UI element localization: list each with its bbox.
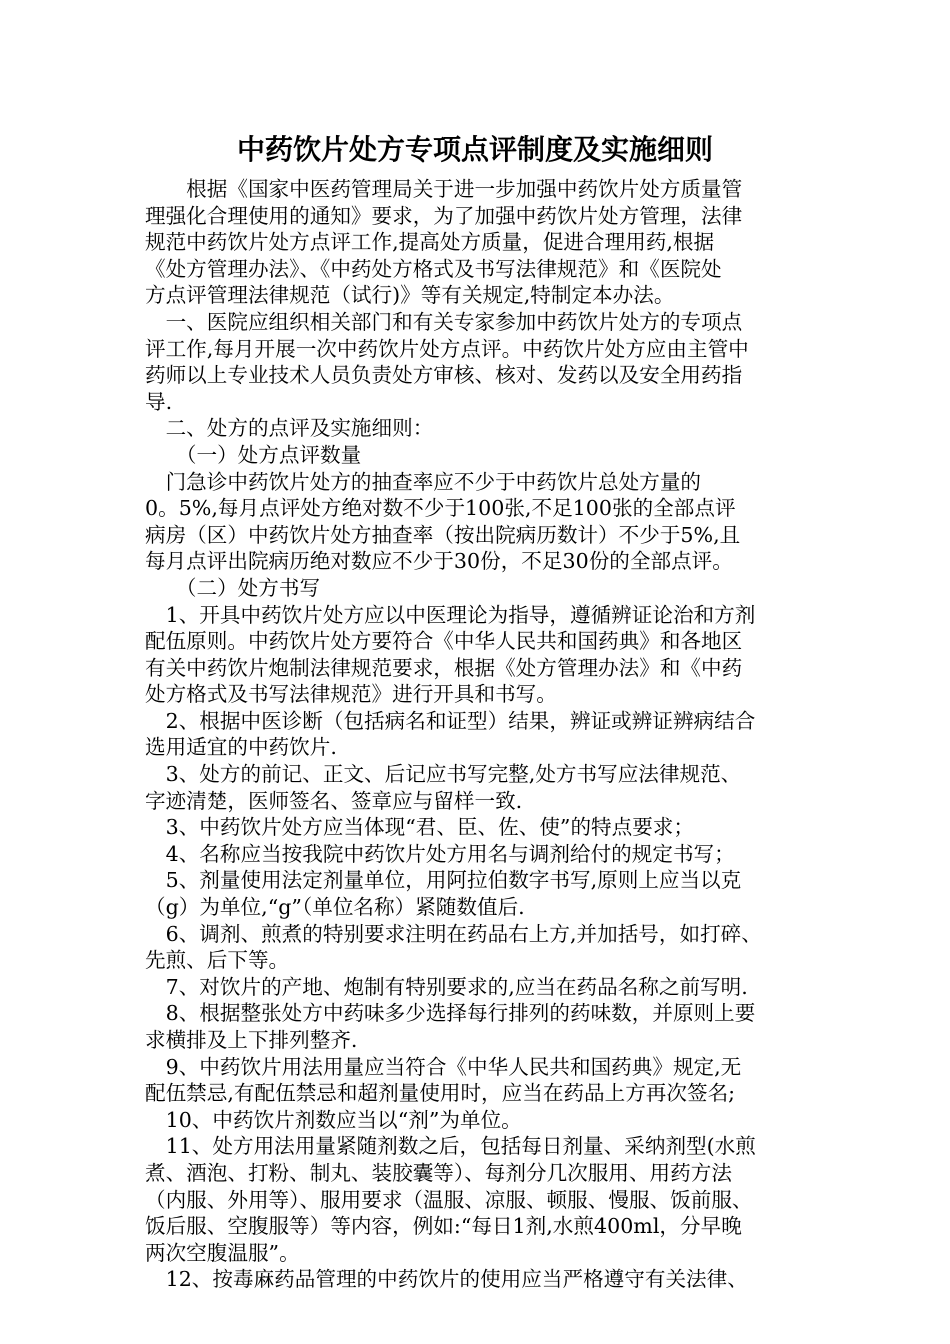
text-line: 处方格式及书写法律规范》进行开具和书写。 — [145, 682, 557, 707]
text-line: （内服、外用等）、服用要求（温服、凉服、顿服、慢服、饭前服、 — [145, 1187, 753, 1212]
text-line: 12、按毒麻药品管理的中药饮片的使用应当严格遵守有关法律、 — [145, 1267, 748, 1292]
text-line: 1、开具中药饮片处方应以中医理论为指导，遵循辨证论治和方剂 — [145, 602, 756, 627]
text-line: 10、中药饮片剂数应当以“剂”为单位。 — [145, 1107, 522, 1132]
text-line: （一）处方点评数量 — [145, 442, 362, 467]
text-line: 6、调剂、煎煮的特别要求注明在药品右上方,并加括号，如打碎、 — [145, 921, 762, 946]
text-line: 二、处方的点评及实施细则： — [145, 416, 434, 441]
text-line: 0。5%,每月点评处方绝对数不少于100张,不足100张的全部点评 — [145, 496, 736, 521]
text-line: 评工作,每月开展一次中药饮片处方点评。中药饮片处方应由主管中 — [145, 336, 749, 361]
text-line: 字迹清楚，医师签名、签章应与留样一致. — [145, 788, 523, 813]
text-line: 药师以上专业技术人员负责处方审核、核对、发药以及安全用药指 — [145, 363, 743, 388]
text-line: 7、对饮片的产地、炮制有特别要求的,应当在药品名称之前写明. — [145, 974, 748, 999]
document-title: 中药饮片处方专项点评制度及实施细则 — [236, 133, 713, 166]
text-line: 求横排及上下排列整齐. — [145, 1028, 358, 1052]
text-line: 理强化合理使用的通知》要求，为了加强中药饮片处方管理，法律 — [145, 203, 743, 228]
text-line: 11、处方用法用量紧随剂数之后，包括每日剂量、采纳剂型(水煎 — [145, 1134, 756, 1159]
text-line: 根据《国家中医药管理局关于进一步加强中药饮片处方质量管 — [145, 177, 743, 201]
text-line: 8、根据整张处方中药味多少选择每行排列的药味数，并原则上要 — [145, 1001, 756, 1026]
text-line: 规范中药饮片处方点评工作,提高处方质量，促进合理用药,根据 — [145, 230, 715, 255]
text-line: 方点评管理法律规范（试行)》等有关规定,特制定本办法。 — [145, 283, 675, 308]
document-body — [145, 176, 810, 1293]
text-line: 导. — [145, 389, 173, 414]
text-line: 先煎、后下等。 — [145, 948, 290, 973]
text-line: 两次空腹温服”。 — [145, 1240, 300, 1265]
text-line: 一、医院应组织相关部门和有关专家参加中药饮片处方的专项点 — [145, 309, 743, 334]
text-line: 3、处方的前记、正文、后记应书写完整,处方书写应法律规范、 — [145, 762, 742, 787]
text-line: 煮、酒泡、打粉、制丸、装胶囊等）、每剂分几次服用、用药方法 — [145, 1160, 732, 1185]
text-line: 配伍原则。中药饮片处方要符合《中华人民共和国药典》和各地区 — [145, 629, 743, 654]
text-line: 有关中药饮片炮制法律规范要求，根据《处方管理办法》和《中药 — [145, 655, 743, 680]
text-line: 门急诊中药饮片处方的抽查率应不少于中药饮片总处方量的 — [145, 469, 702, 494]
text-line: （g）为单位,“g”（单位名称）紧随数值后. — [145, 895, 525, 920]
text-line: 饭后服、空腹服等）等内容，例如:“每日1剂,水煎400ml，分早晚 — [145, 1214, 742, 1239]
text-line: 4、名称应当按我院中药饮片处方用名与调剂给付的规定书写； — [145, 841, 735, 866]
text-line: 《处方管理办法》、《中药处方格式及书写法律规范》和《医院处 — [145, 256, 722, 281]
text-line: 9、中药饮片用法用量应当符合《中华人民共和国药典》规定,无 — [145, 1054, 742, 1079]
text-line: 3、中药饮片处方应当体现“君、臣、佐、使”的特点要求； — [145, 815, 694, 840]
text-line: （二）处方书写 — [145, 575, 321, 600]
text-line: 2、根据中医诊断（包括病名和证型）结果，辨证或辨证辨病结合 — [145, 708, 756, 733]
text-line: 病房（区）中药饮片处方抽查率（按出院病历数计）不少于5%,且 — [145, 522, 741, 547]
text-line: 配伍禁忌,有配伍禁忌和超剂量使用时，应当在药品上方再次签名; — [145, 1081, 736, 1106]
text-line: 每月点评出院病历绝对数应不少于30份，不足30份的全部点评。 — [145, 549, 733, 574]
text-line: 选用适宜的中药饮片. — [145, 735, 337, 760]
text-line: 5、剂量使用法定剂量单位，用阿拉伯数字书写,原则上应当以克 — [145, 868, 742, 893]
